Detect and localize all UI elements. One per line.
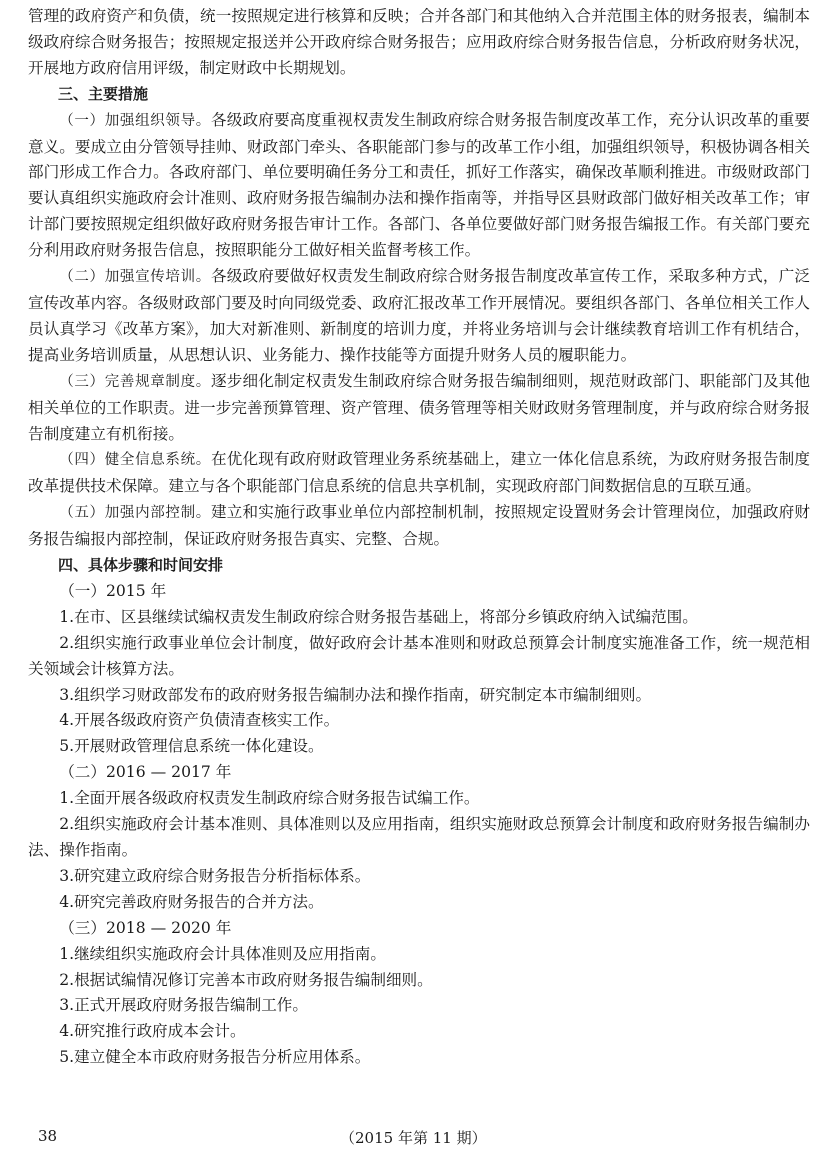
measure-label: （四）健全信息系统。: [59, 452, 211, 469]
step-item: 2.根据试编情况修订完善本市政府财务报告编制细则。: [59, 970, 433, 989]
page-footer: [0, 1127, 827, 1157]
step-item: 3.正式开展政府财务报告编制工作。: [59, 996, 308, 1015]
opening-paragraph: 管理的政府资产和负债，统一按照规定进行核算和反映；合并各部门和其他纳入合并范围主体的财务报表，编制本级政府综合财务报告；按照规定报送并公开政府综合财务报告；应用政府综合财务报告信息，分析政府财务状况，开展地方政府信用评级，制定财政中长期规划。: [28, 7, 810, 77]
phase-title: （二）2016 — 2017 年: [59, 763, 232, 782]
phase-title: （一）2015 年: [59, 581, 167, 600]
step-item: 3.研究建立政府综合财务报告分析指标体系。: [59, 866, 371, 885]
page-number: 38: [38, 1127, 58, 1145]
measure-paragraph: [28, 447, 810, 500]
section-heading-steps: 四、具体步骤和时间安排: [58, 556, 224, 575]
step-item: 5.开展财政管理信息系统一体化建设。: [59, 737, 324, 756]
issue-label: （2015 年第 11 期）: [340, 1129, 487, 1147]
measure-label: （二）加强宣传培训。: [59, 269, 211, 286]
measure-text: 建立和实施行政事业单位内部控制机制，按照规定设置财务会计管理岗位，加强政府财务报告编报内部控制，保证政府财务报告真实、完整、合规。: [28, 503, 810, 549]
step-item: 4.开展各级政府资产负债清查核实工作。: [59, 711, 340, 730]
step-item: 1.在市、区县继续试编权责发生制政府综合财务报告基础上，将部分乡镇政府纳入试编范围。: [59, 607, 698, 626]
section-heading-measures: 三、主要措施: [58, 84, 149, 103]
measure-label: （一）加强组织领导。: [59, 112, 211, 129]
step-item: 3.组织学习财政部发布的政府财务报告编制办法和操作指南，研究制定本市编制细则。: [59, 685, 652, 704]
step-item: 2.组织实施政府会计基本准则、具体准则以及应用指南，组织实施财政总预算会计制度和政府财务报告编制办法、操作指南。: [28, 815, 810, 859]
measure-text: 在优化现有政府财政管理业务系统基础上，建立一体化信息系统，为政府财务报告制度改革提供技术保障。建立与各个职能部门信息系统的信息共享机制，实现政府部门间数据信息的互联互通。: [28, 450, 810, 496]
measure-text: 各级政府要做好权责发生制政府综合财务报告制度改革宣传工作，采取多种方式，广泛宣传改革内容。各级财政部门要及时向同级党委、政府汇报改革工作开展情况。要组织各部门、各单位相关工作人员认真学习《改革方案》，加大对新准则、新制度的培训力度，并将业务培训与会计继续教育培训工作有机结合，提高业务培训质量，从思想认识、业务能力、操作技能等方面提升财务人员的履职能力。: [28, 267, 810, 364]
step-item: 5.建立健全本市政府财务报告分析应用体系。: [59, 1048, 371, 1067]
measure-label: （五）加强内部控制。: [59, 505, 211, 522]
measure-text: 各级政府要高度重视权责发生制政府综合财务报告制度改革工作，充分认识改革的重要意义。要成立由分管领导挂帅、财政部门牵头、各职能部门参与的改革工作小组，加强组织领导，积极协调各相关部门形成工作合力。各政府部门、单位要明确任务分工和责任，抓好工作落实，确保改革顺利推进。市级财政部门要认真组织实施政府会计准则、政府财务报告编制办法和操作指南等，并指导区县财政部门做好相关改革工作；审计部门要按照规定组织做好政府财务报告审计工作。各部门、各单位要做好部门财务报告编报工作。有关部门要充分利用政府财务报告信息，按照职能分工做好相关监督考核工作。: [28, 110, 810, 260]
step-item: 1.继续组织实施政府会计具体准则及应用指南。: [59, 944, 386, 963]
measure-paragraph: [28, 500, 810, 553]
measure-paragraph: [28, 369, 810, 448]
document-body: [28, 4, 810, 1071]
step-item: 4.研究完善政府财务报告的合并方法。: [59, 892, 324, 911]
measure-label: （三）完善规章制度。: [59, 373, 211, 390]
measure-text: 逐步细化制定权责发生制政府综合财务报告编制细则，规范财政部门、职能部门及其他相关单位的工作职责。进一步完善预算管理、资产管理、债务管理等相关财政财务管理制度，并与政府综合财务报告制度建立有机衔接。: [28, 371, 810, 443]
phase-title: （三）2018 — 2020 年: [59, 918, 232, 937]
step-item: 4.研究推行政府成本会计。: [59, 1022, 246, 1041]
measure-paragraph: [28, 264, 810, 369]
step-item: 2.组织实施行政事业单位会计制度，做好政府会计基本准则和财政总预算会计制度实施准备工作，统一规范相关领域会计核算方法。: [28, 633, 810, 678]
measure-paragraph: [28, 108, 810, 264]
step-item: 1.全面开展各级政府权责发生制政府综合财务报告试编工作。: [59, 789, 480, 808]
